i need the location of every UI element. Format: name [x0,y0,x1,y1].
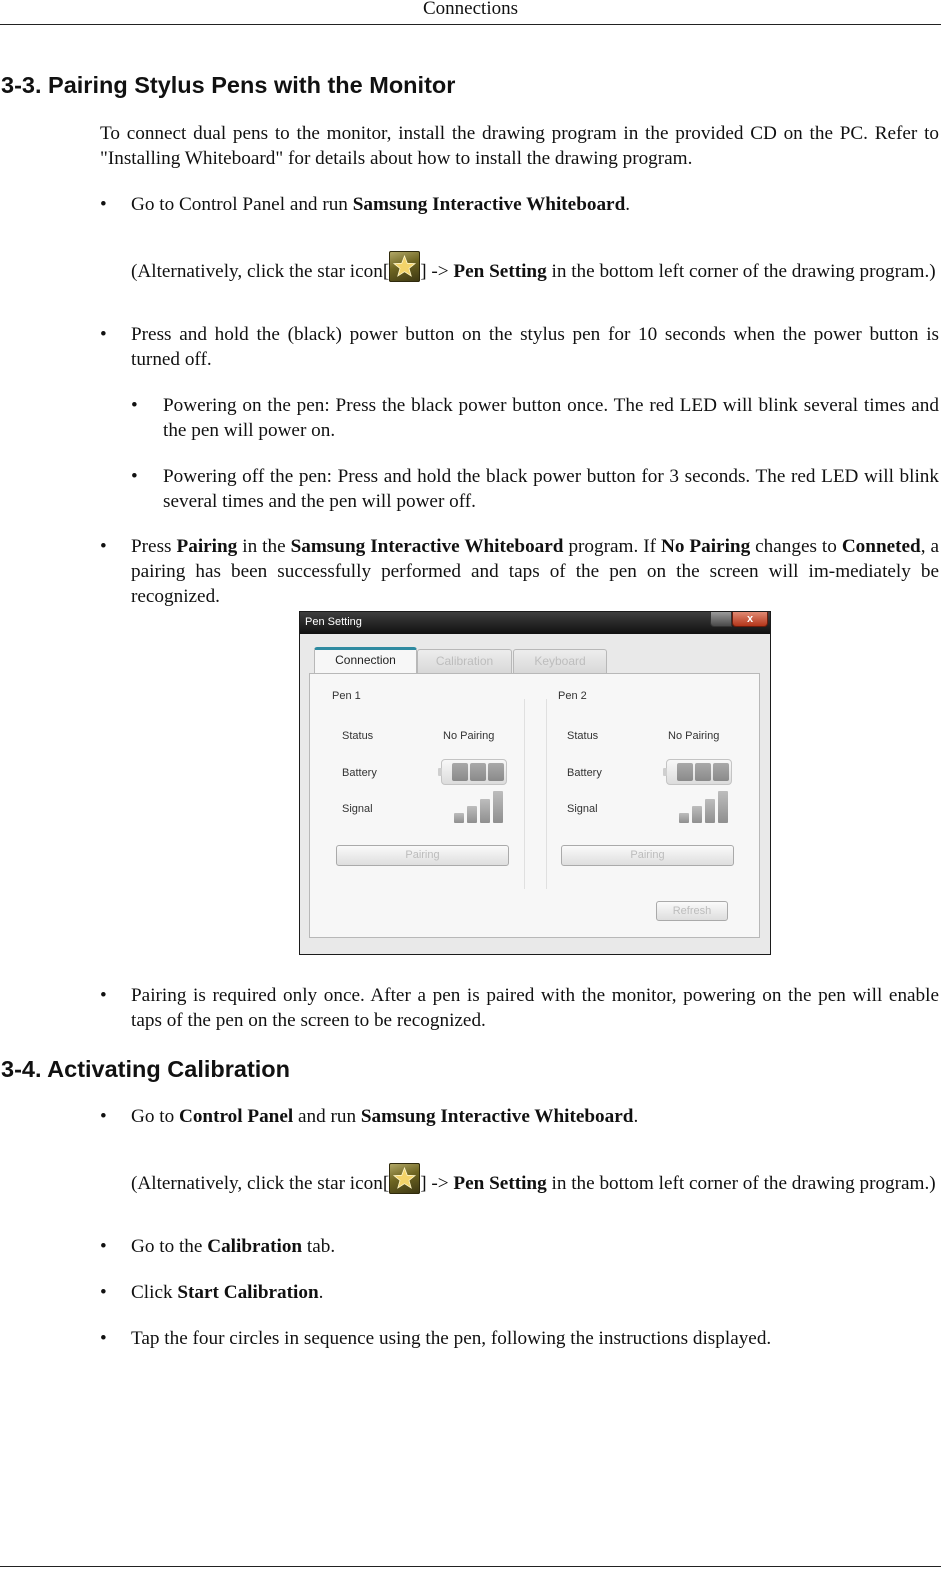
bullet-marker: • [131,466,138,487]
star-icon [389,1163,420,1194]
refresh-button[interactable]: Refresh [656,901,728,921]
pen2-pairing-button[interactable]: Pairing [561,845,734,866]
pen2-name: Pen 2 [558,690,587,702]
bullet-marker: • [100,1236,107,1257]
bullet-calibration-tab: Go to the Calibration tab. [131,1236,336,1257]
window-titlebar [300,612,770,634]
pen2-battery-label: Battery [567,767,602,779]
bullet-marker: • [100,1282,107,1303]
pen-setting-window [299,611,771,955]
tab-keyboard[interactable]: Keyboard [513,649,607,673]
section-heading-pairing: 3-3. Pairing Stylus Pens with the Monitor [1,72,456,98]
pen2-status-value: No Pairing [668,730,720,742]
pen2-signal-label: Signal [567,803,598,815]
pen2-status-label: Status [567,730,599,742]
pen1-battery-label: Battery [342,767,377,779]
running-header: Connections [0,0,941,25]
pen1-battery-icon [441,759,507,785]
alternative-star-note-calibration: (Alternatively, click the star icon[ ] -> Pen Setting in the bottom left corner of the drawing program.) [131,1163,939,1196]
bullet-start-calibration: Click Start Calibration. [131,1282,324,1303]
bullet-control-panel: Go to Control Panel and run Samsung Interactive Whiteboard. [131,194,631,215]
bullet-marker: • [100,1106,107,1127]
pen1-status-label: Status [342,730,374,742]
bullet-power-hold: Press and hold the (black) power button on the stylus pen for 10 seconds when the power button is turned off. [131,324,939,370]
tab-calibration[interactable]: Calibration [417,649,512,673]
pen1-status-value: No Pairing [443,730,495,742]
alternative-star-note: (Alternatively, click the star icon[ ] -> Pen Setting in the bottom left corner of the drawing program.) [131,251,939,284]
bullet-pairing-once: Pairing is required only once. After a pen is paired with the monitor, powering on the pen will enable taps of the pen on the screen to be recognized. [131,985,939,1031]
bullet-marker: • [100,1328,107,1349]
bullet-calibration-control-panel: Go to Control Panel and run Samsung Interactive Whiteboard. [131,1106,639,1127]
bullet-marker: • [100,985,107,1006]
section-heading-calibration: 3-4. Activating Calibration [1,1056,291,1082]
pen1-name: Pen 1 [332,690,361,702]
minimize-button[interactable] [710,612,732,627]
star-icon [389,251,420,282]
sub-bullet-power-on: Powering on the pen: Press the black power button once. The red LED will blink several times and the pen will power on. [163,395,939,441]
bullet-tap-circles: Tap the four circles in sequence using the pen, following the instructions displayed. [131,1328,772,1349]
close-button[interactable]: x [732,612,768,627]
tab-connection[interactable]: Connection [314,647,417,673]
sub-bullet-power-off: Powering off the pen: Press and hold the black power button for 3 seconds. The red LED will blink several times and the pen will power off. [163,466,939,512]
bullet-marker: • [100,536,107,557]
bullet-press-pairing: Press Pairing in the Samsung Interactive Whiteboard program. If No Pairing changes to Conneted, a pairing has been successfully performed and taps of the pen on the screen will im-mediately be recognized. [131,536,940,607]
pen2-battery-icon [666,759,732,785]
bullet-marker: • [100,194,107,215]
bullet-marker: • [131,395,138,416]
bullet-marker: • [100,324,107,345]
pen1-signal-label: Signal [342,803,373,815]
pen1-pairing-button[interactable]: Pairing [336,845,509,866]
footer-rule [0,1566,941,1567]
window-title: Pen Setting [305,616,362,628]
intro-paragraph: To connect dual pens to the monitor, install the drawing program in the provided CD on the PC. Refer to "Installing Whiteboard" for details about how to install the drawing program. [100,123,939,169]
connection-panel [309,673,760,938]
